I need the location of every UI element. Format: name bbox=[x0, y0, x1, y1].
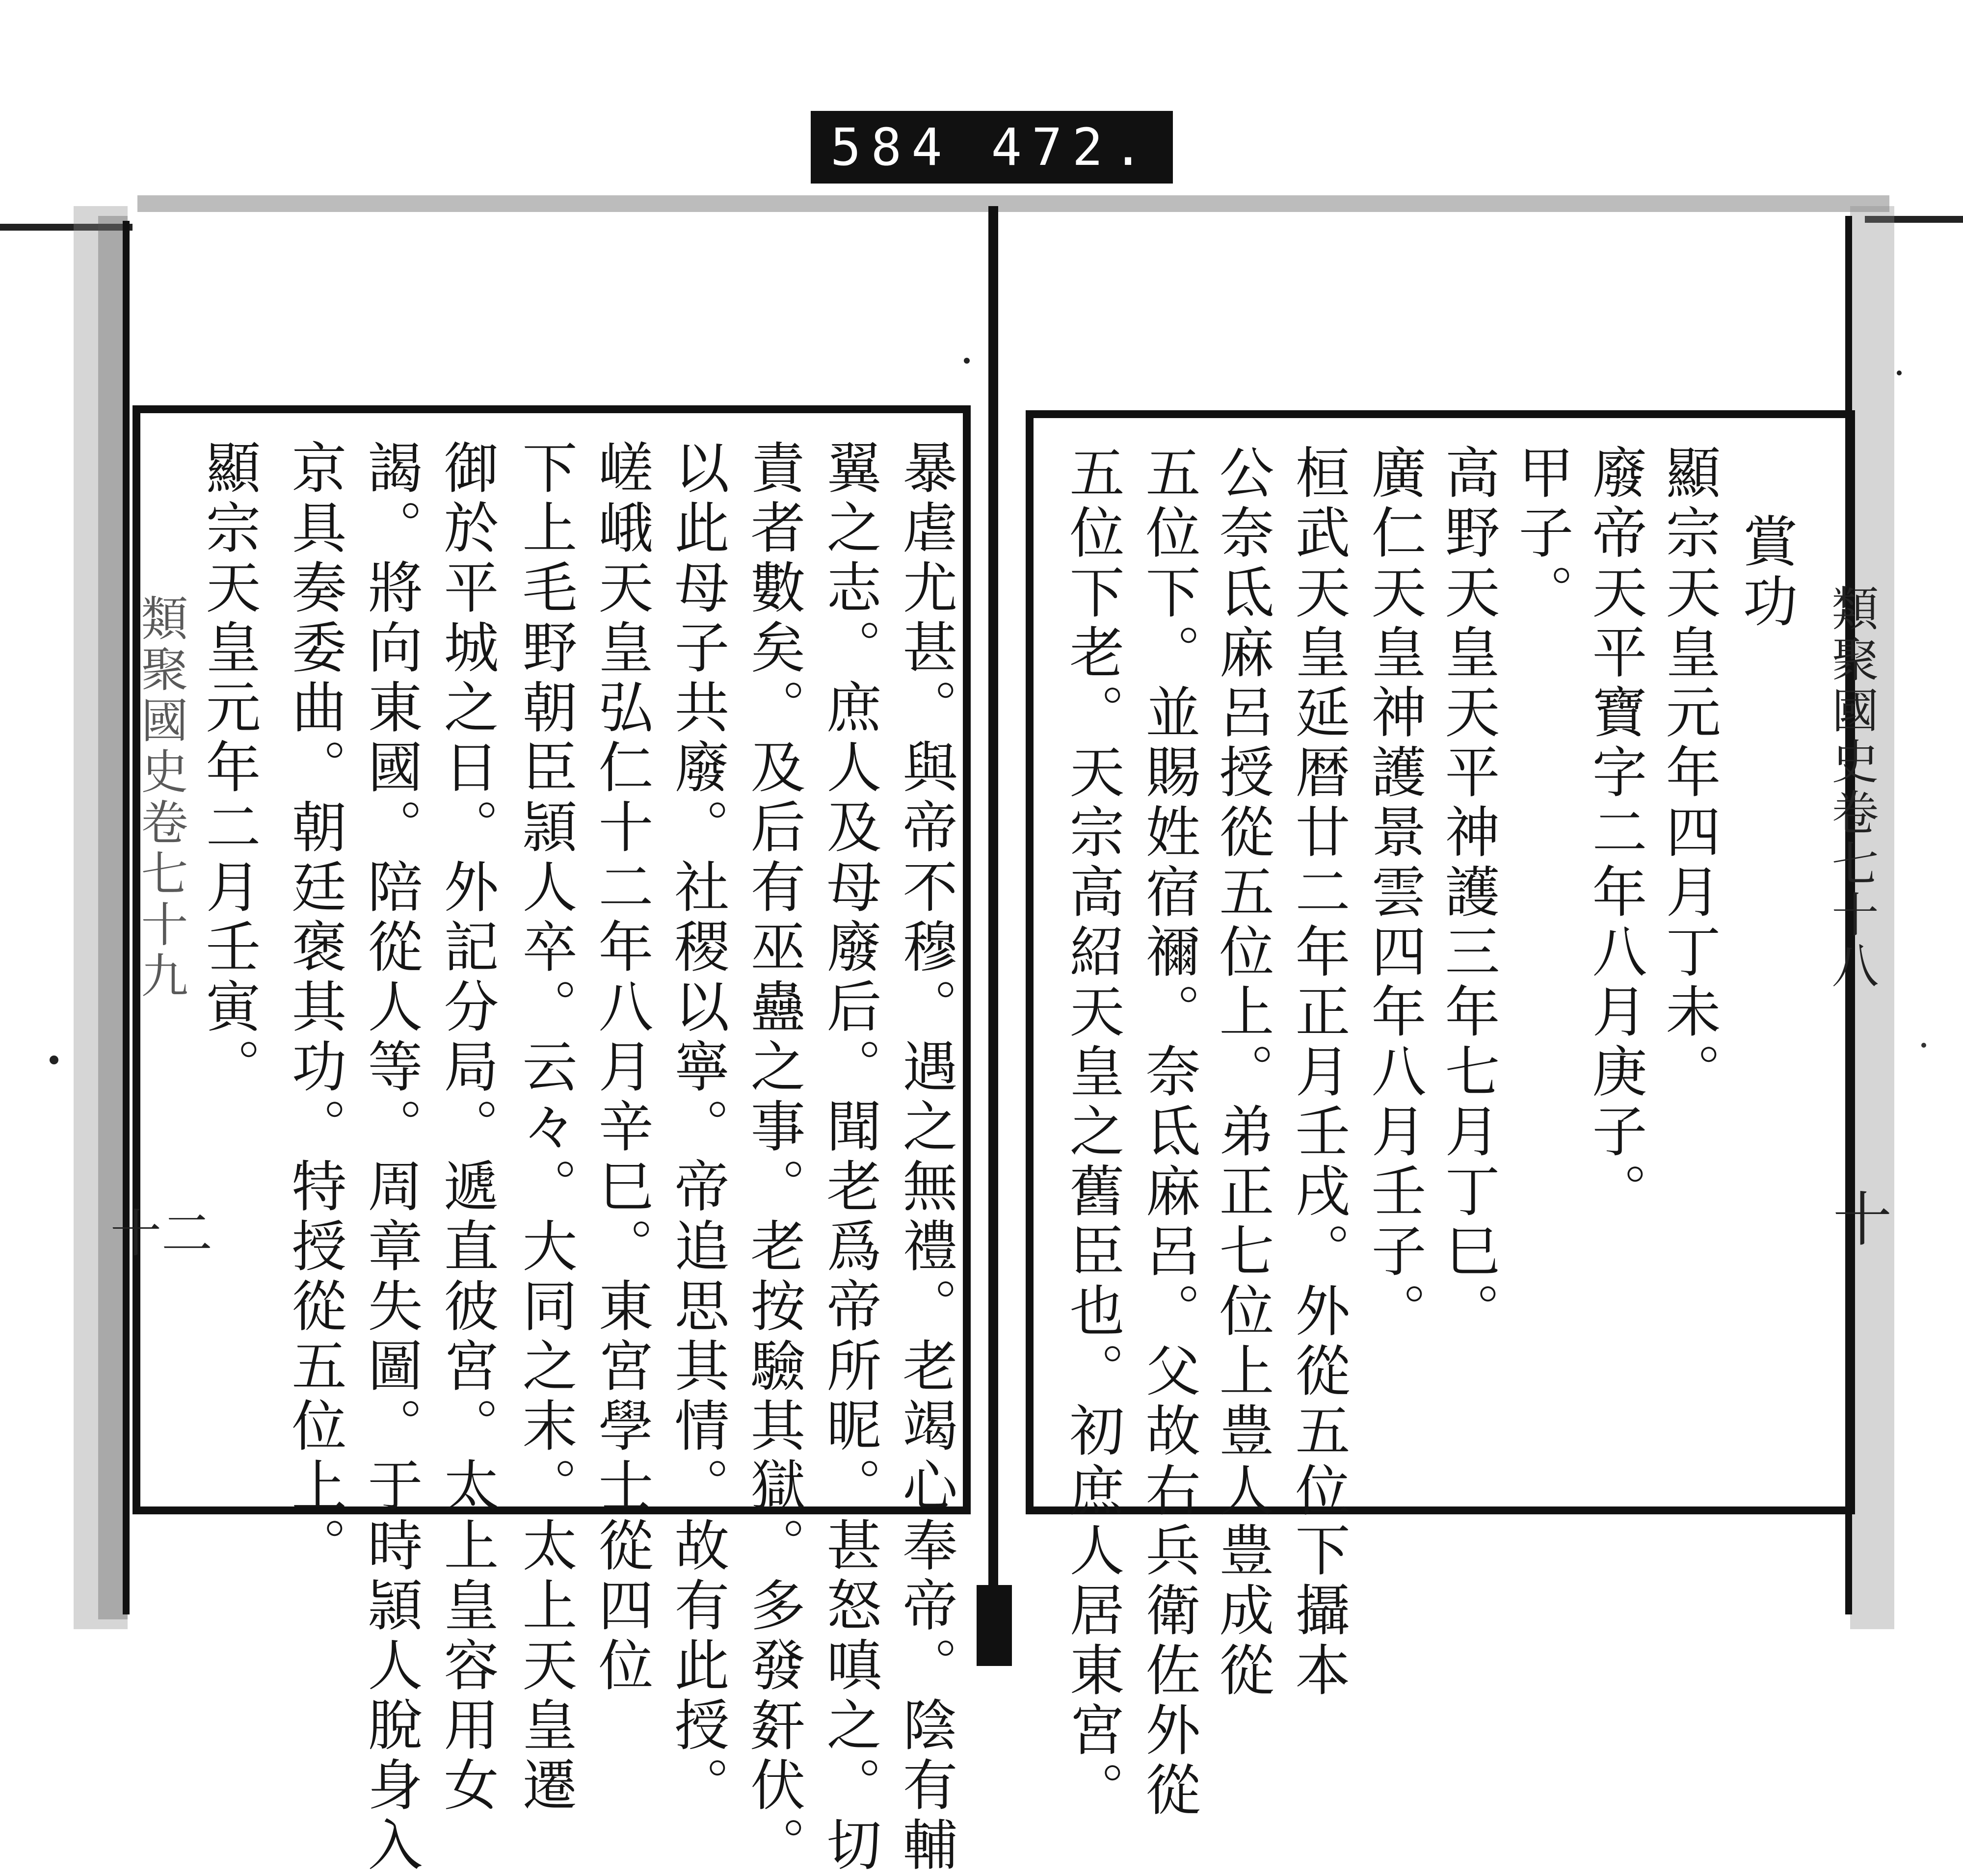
text-column: 顯宗天皇元年二月壬寅。 bbox=[197, 439, 261, 1098]
text-column: 責者數矣。及后有巫蠱之事。老按驗其獄。多發姧伏。 bbox=[742, 439, 805, 1876]
text-column: 五位下。並賜姓宿禰。奈氐麻呂。父故右兵衛佐外從 bbox=[1137, 444, 1200, 1821]
section-heading: 賞功 bbox=[1734, 513, 1798, 633]
left-margin-title: 類聚國史卷七十九 bbox=[133, 594, 188, 1002]
right-margin-title: 類聚國史卷七十八 bbox=[1824, 584, 1879, 992]
text-column: 暴虐尤甚。與帝不穆。遇之無禮。老竭心奉帝。陰有輔 bbox=[894, 439, 957, 1876]
text-column: 廣仁天皇神護景雲四年八月壬子。 bbox=[1362, 444, 1426, 1342]
catalog-number-right: 472. bbox=[991, 117, 1153, 177]
text-column: 謁。將向東國。陪從人等。周章失圖。于時頴人脫身入 bbox=[359, 439, 423, 1876]
text-column: 顯宗天皇元年四月丁未。 bbox=[1657, 444, 1721, 1103]
text-column: 廢帝天平寶字二年八月庚子。 bbox=[1583, 444, 1647, 1222]
text-column: 以此母子共廢。社稷以寧。帝追思其情。故有此授。 bbox=[665, 439, 729, 1816]
catalog-number-left: 584 bbox=[830, 117, 952, 177]
text-column: 高野天皇天平神護三年七月丁巳。 bbox=[1436, 444, 1500, 1342]
right-folio: 十 bbox=[1833, 1186, 1892, 1254]
text-column: 嵯峨天皇弘仁十二年八月辛巳。東宮學士從四位 bbox=[589, 439, 653, 1696]
text-column: 甲子。 bbox=[1510, 444, 1573, 624]
text-column: 公奈氐麻呂授從五位上。弟正七位上豊人豊成從 bbox=[1210, 444, 1274, 1701]
left-folio: 十二 bbox=[110, 1204, 213, 1264]
text-column: 桓武天皇延暦廿二年正月壬戌。外從五位下攝本 bbox=[1286, 444, 1350, 1701]
text-column: 御於平城之日。外記分局。遞直彼宮。太上皇容用女 bbox=[435, 439, 499, 1816]
catalog-label bbox=[811, 111, 1173, 184]
text-column: 京具奏委曲。朝廷褒其功。特授從五位上。 bbox=[283, 439, 346, 1577]
text-column: 下上毛野朝臣頴人卒。云々。大同之末。太上天皇遷 bbox=[513, 439, 577, 1816]
text-column: 五位下老。天宗高紹天皇之舊臣也。初庶人居東宮。 bbox=[1061, 444, 1124, 1821]
text-column: 翼之志。庶人及母廢后。聞老爲帝所昵。甚怒嗔之。切 bbox=[818, 439, 881, 1876]
